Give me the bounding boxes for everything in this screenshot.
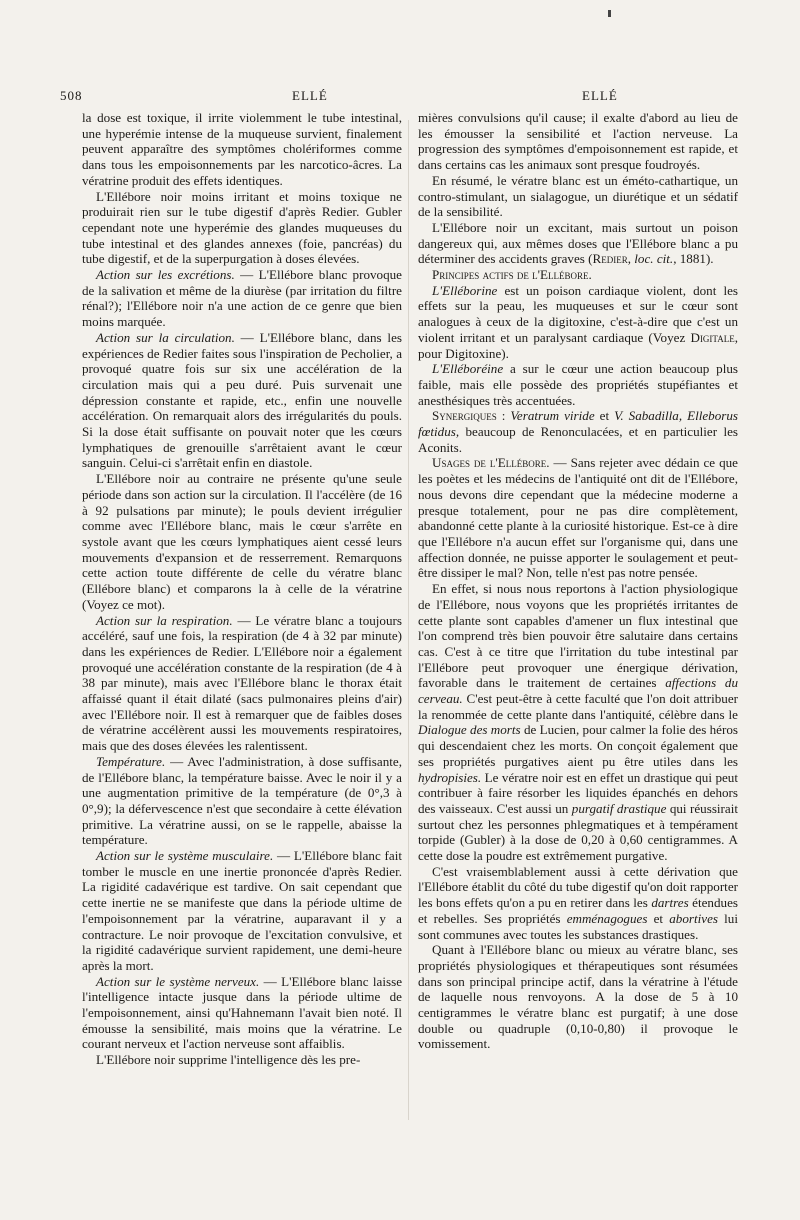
paragraph [418,361,738,408]
column-divider [408,120,409,1120]
right-running-title: ELLÉ [582,88,618,103]
paragraph: En résumé, le vératre blanc est un éméto-cathartique, un contro-stimulant, un sialagogue, un diurétique et un sédatif de la sensibilité. [418,172,738,220]
print-mark [608,10,611,17]
paragraph [82,974,402,1053]
paragraph [418,581,738,864]
paragraph-text: — Le vératre blanc a toujours accéléré, sauf une fois, la respiration (de 4 à 32 par minute) dans les expériences de Redier. L'Ellébore noir a également provoqué une accélération constante de la respiration (de 4 à 38 par minute), mais avec l'Ellébore blanc le thorax était affaissé quant il était dilaté (sacs pulmonaires pleins d'air) avec l'Ellébore noir. Il est à remarquer que de faibles doses de vératrine accélèrent aussi les mouvements respiratoires, mais que des doses élevées les ralentissent. [82,612,402,754]
paragraph-text: qui réussirait surtout chez les personnes phlegmatiques et à tempérament torpide (Gubler) à la dose de 0,20 à 0,60 centigrammes. A cette dose la poudre est extrêmement purgative. [418,800,739,864]
paragraph [418,408,738,455]
paragraph [82,848,402,974]
section-heading: Usages de l'Ellébore. [432,455,550,471]
paragraph-text: C'est vraisemblablement aussi à cette dérivation que l'Ellébore établit du côté du tube digestif qu'on doit rapporter les bons effets qu'on a pu en retirer dans les [418,863,738,911]
paragraph-text: — L'Ellébore blanc fait tomber le muscle en une inertie prononcée d'après Redier. La rigidité cadavérique est tardive. On sait cependant que cette inertie ne se manifeste que dans la période ultime de l'empoisonnement par la vératrine, auparavant il y a contracture. Le noir provoque de l'excitation convulsive, et la rigidité cadavérique survient rapidement, une demi-heure après la mort. [82,848,403,973]
paragraph-text: — Avec l'administration, à dose suffisante, de l'Ellébore blanc, la température baisse. Avec le noir il y a une augmentation primitive de la température (de 0°,3 à 0°,9); la défervescence n'est que secondaire à cette élévation primitive. La vératrine aussi, on se le rappelle, abaisse la température. [82,753,402,848]
left-column [82,110,402,1068]
term: affections du cerveau. [418,675,738,707]
term: abortives [669,910,718,926]
section-heading: Action sur le système nerveux. [96,973,260,989]
section-heading: Action sur le système musculaire. [96,848,274,864]
paragraph-text: L'Ellébore noir un excitant, mais surtout un poison dangereux qui, aux mêmes doses que l'Ellébore blanc a pu déterminer des accidents graves ( [418,219,738,267]
paragraph-text: et [647,910,670,926]
paragraph [82,267,402,330]
running-header [60,88,740,108]
term: L'Elléborine [432,282,498,298]
paragraph-text: — L'Ellébore blanc, dans les expériences de Redier faites sous l'inspiration de Pecholier, a provoqué quatre fois sur six une accélération de la circulation mais qui a peu duré. Puis survenait une dépression constante et rapide, etc., enfin une nouvelle accélération. On remarquait alors des irrégularités du pouls. Si la dose était suffisante on pouvait noter que les cœurs lymphatiques de grenouille s'arrêtaient avant le cœur sanguin. Celui-ci s'arrêtait enfin en diastole. [82,329,402,471]
right-column [418,110,738,1052]
paragraph-text: C'est peut-être à cette faculté que l'on doit attribuer la renommée de cette plante dans l'antiquité, célèbre dans le [418,691,738,722]
section-heading: Synergiques [432,408,497,424]
paragraph: L'Ellébore noir supprime l'intelligence dès les pre- [96,1052,361,1068]
citation: loc. cit. [634,251,674,267]
paragraph-text: de Lucien, pour calmer la folie des héros qui descendaient chez les morts. On conçoit également que ses propriétés purgatives aient pu être utiles dans les [418,722,738,769]
paragraph: Quant à l'Ellébore blanc ou mieux au vératre blanc, ses propriétés physiologiques et thérapeutiques sont résumées dans son principal principe actif, dans la vératrine à l'étude de laquelle nous renvoyons. A la dose de 5 à 10 centigrammes le vératre blanc est purgatif; à une dose double ou quadruple (0,10-0,80) il provoque le vomissement. [418,942,738,1052]
paragraph [82,613,402,754]
paragraph-text: En effet, si nous nous reportons à l'action physiologique de l'Ellébore, nous voyons que les propriétés irritantes de cette plante sont capables d'amener un flux intestinal que l'on comprend très bien pouvoir être salutaire dans certains cas. C'est à ce titre que l'irritation du tube intestinal par l'Ellébore peut provoquer une énergique dérivation, favorable dans le traitement de certaines [418,581,738,691]
left-running-title: ELLÉ [292,88,328,103]
term: Dialogue des morts [418,722,521,738]
paragraph: L'Ellébore noir moins irritant et moins toxique ne produirait rien sur le tube digestif d'après Redier. Gubler cependant note une hyperémie des glandes muqueuses du tube intestinal et des glandes annexes (foie, pancréas) du tube digestif, et de la superpurgation à doses élevées. [82,188,402,267]
paragraph-text: a sur le cœur une action beaucoup plus faible, mais elle possède des propriétés stupéfiantes et anesthésiques très accentuées. [418,361,738,408]
section-heading: Action sur les excrétions. [96,267,235,283]
paragraph: mières convulsions qu'il cause; il exalte d'abord au lieu de les émousser la sensibilité et l'action nerveuse. La progression des symptômes d'empoisonnement est rapide, et dans certains cas les animaux sont presque foudroyés. [418,110,738,173]
paragraph-text: étendues et rebelles. Ses propriétés [418,895,738,926]
paragraph-text: est un poison cardiaque violent, dont les effets sur la peau, les muqueuses et sur le cœur sont analogues à ceux de la digitoxine, c'est-à-dire que c'est un violent irritant et un paralysant cardiaque (Voyez [418,282,738,345]
paragraph-text: Le vératre noir est en effet un drastique qui peut contribuer à faire résorber les liquides épanchés en dehors des vaisseaux. C'est aussi un [418,769,738,816]
paragraph-text: : [496,408,511,424]
term: L'Elléboréine [432,361,504,377]
paragraph-text: — L'Ellébore blanc provoque de la salivation et même de la diurèse (par irritation du filtre rénal?); l'Ellébore noir n'a une action de ce genre que bien moins marquée. [82,267,402,330]
paragraph-text: et [594,408,615,424]
paragraph [418,283,738,362]
paragraph [82,754,402,848]
paragraph-text: , pour Digitoxine). [418,329,738,361]
paragraph-text: — L'Ellébore blanc laisse l'intelligence intacte jusque dans la période ultime de l'empoisonnement, ainsi qu'Hahnemann l'avait bien noté. Il émousse la sensibilité, mais moins que la vératrine. Le courant nerveux et l'action nerveuse sont affaiblis. [82,973,403,1052]
section-heading: Température. [96,753,166,769]
paragraph-text: , 1881). [673,251,714,267]
term: V. Sabadilla, Elleborus fœtidus, [418,408,739,440]
cross-reference: Digitale [690,329,735,345]
section-heading: Action sur la circulation. [96,329,235,345]
paragraph: L'Ellébore noir au contraire ne présente qu'une seule période dans son action sur la circulation. Il l'accélère (de 16 à 92 pulsations par minute); le pouls devient irrégulier comme avec l'Ellébore blanc, mais le cœur s'arrête en systole avant que les cœurs lymphatiques aient cessé leurs mouvements d'expansion et de resserrement. Remarquons cette action toute différente de celle du vératre blanc (Ellébore blanc) et comparons la à celle de la vératrine (Voyez ce mot). [82,471,402,612]
term: dartres [651,895,689,911]
author-name: Redier [592,251,628,267]
paragraph [82,330,402,471]
paragraph [418,864,738,943]
section-heading: Action sur la respiration. [96,612,233,628]
paragraph-text: — Sans rejeter avec dédain ce que les poètes et les médecins de l'antiquité ont dit de l'Ellébore, nous devons dire cependant que la médecine moderne a presque totalement, pour ne pas dire complètement, abandonné cette plante à la curiosité historique. Est-ce à dire que l'Ellébore n'a aucun effet sur l'organisme qui, dans une affection donnée, ne puisse apporter le soulagement et peut-être dissiper le mal? Non, telle n'est pas notre pensée. [418,455,738,581]
term: emménagogues [566,910,648,926]
term: purgatif drastique [571,800,667,816]
term: hydropisies. [418,769,482,785]
paragraph: la dose est toxique, il irrite violemment le tube intestinal, une hyperémie intense de la muqueuse survient, finalement peuvent apparaître des symptômes cholériformes comme dans tous les empoisonnements par les narcotico-âcres. La vératrine produit des effets identiques. [82,110,402,188]
paragraph: L'Ellébore noir un excitant, mais surtout un poison dangereux qui, aux mêmes doses que l'Ellébore blanc a pu déterminer des accidents graves (Redier, loc. cit., 1881). [418,219,738,267]
paragraph-text: lui sont communes avec toutes les substances drastiques. [418,910,738,942]
term: Veratrum viride [510,408,595,424]
paragraph [418,455,738,581]
page-number: 508 [60,88,83,103]
paragraph-text: beaucoup de Renonculacées, et en particulier les Aconits. [418,424,738,455]
section-heading: Principes actifs de l'Ellébore. [432,267,592,283]
